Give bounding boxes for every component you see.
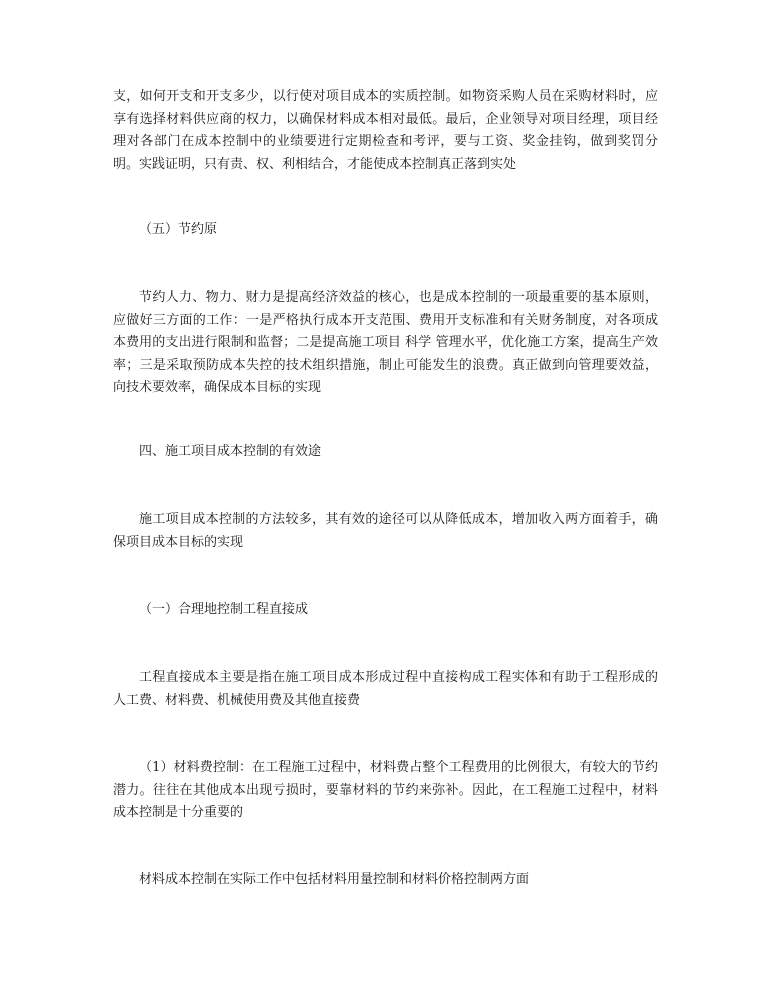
section-heading-effective-approaches: 四、施工项目成本控制的有效途 xyxy=(139,444,322,459)
paragraph-responsibility-rights: 支，如何开支和开支多少，以行使对项目成本的实质控制。如物资采购人员在采购材料时，应享有选择材料供应商的权力，以确保材料成本相对最低。最后，企业领导对项目经理，项目经理对各部门在成本控制中的业绩要进行定期检查和考评，要与工资、奖金挂钩，做到奖罚分明。实践证明，只有责、权、利相结合，才能使成本控制真正落到实处 xyxy=(113,89,658,172)
section-heading-direct-cost-control: （一）合理地控制工程直接成 xyxy=(139,602,309,617)
paragraph-material-cost-aspects: 材料成本控制在实际工作中包括材料用量控制和材料价格控制两方面 xyxy=(139,872,530,887)
paragraph-saving-principle: 节约人力、物力、财力是提高经济效益的核心，也是成本控制的一项最重要的基本原则，应做好三方面的工作：一是严格执行成本开支范围、费用开支标准和有关财务制度，对各项成本费用的支出进行限制和监督；二是提高施工项目 科学 管理水平，优化施工方案，提高生产效率；三是采取预防成本失控的技术组织措施，制止可能发生的浪费。真正做到向管理要效益，向技术要效率，确保成本目标的实现 xyxy=(113,290,658,395)
paragraph-direct-cost-definition: 工程直接成本主要是指在施工项目成本形成过程中直接构成工程实体和有助于工程形成的人工费、材料费、机械使用费及其他直接费 xyxy=(113,670,658,708)
paragraph-effective-approaches: 施工项目成本控制的方法较多，其有效的途径可以从降低成本，增加收入两方面着手，确保项目成本目标的实现 xyxy=(113,512,658,550)
paragraph-material-cost-control: （1）材料费控制：在工程施工过程中，材料费占整个工程费用的比例很大，有较大的节约潜力。往往在其他成本出现亏损时，要靠材料的节约来弥补。因此，在工程施工过程中，材料成本控制是十分重要的 xyxy=(113,760,658,820)
section-heading-saving-principle: （五）节约原 xyxy=(139,222,218,237)
